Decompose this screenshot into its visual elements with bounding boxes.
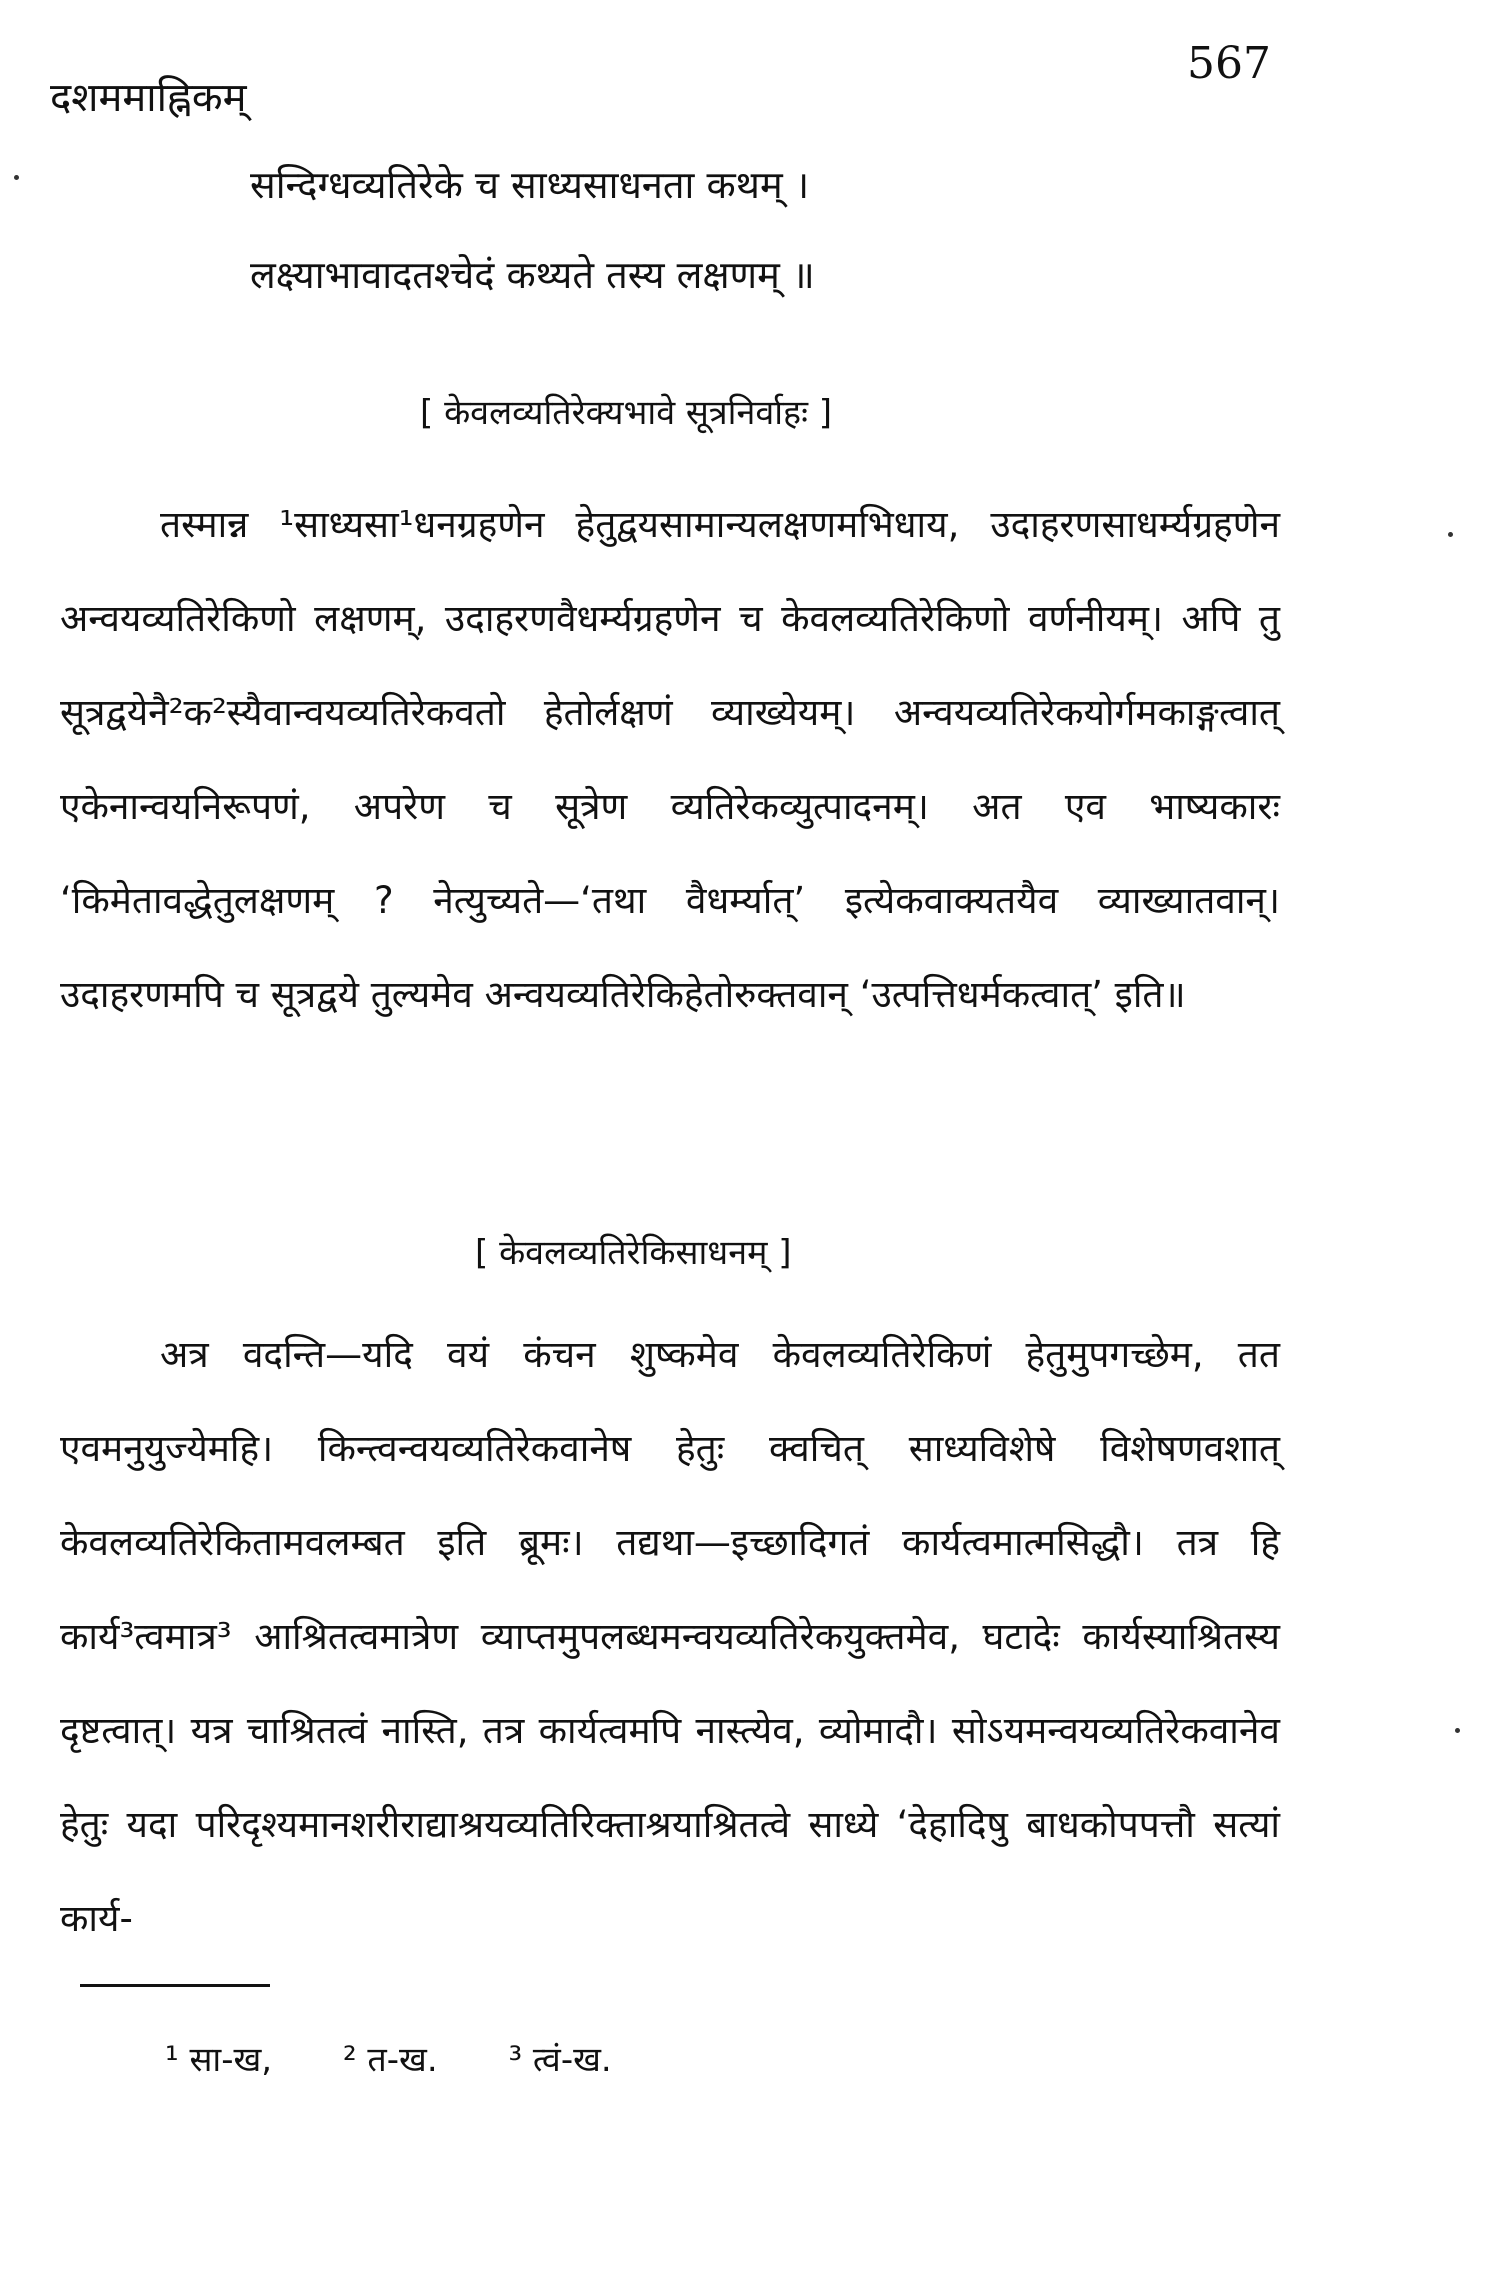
footnotes <box>165 2035 672 2081</box>
paragraph-1 <box>60 478 1280 1042</box>
verse-line-2: लक्ष्याभावादतश्चेदं कथ्यते तस्य लक्षणम् ॥ <box>250 253 815 297</box>
footnote-rule <box>80 1984 270 1987</box>
running-head: दशममाह्निकम् <box>50 75 247 121</box>
footnote-3: ³ त्वं-ख. <box>508 2040 612 2080</box>
paragraph-2 <box>60 1308 1280 1966</box>
section-heading-2: [ केवलव्यतिरेकिसाधनम् ] <box>475 1233 792 1273</box>
footnote-1: ¹ सा-ख, <box>165 2040 273 2080</box>
paragraph-2-text: अत्र वदन्ति—यदि वयं कंचन शुष्कमेव केवलव्यतिरेकिणं हेतुमुपगच्छेम, तत एवमनुयुज्येमहि। किन्त्वन्वयव्यतिरेकवानेष हेतुः क्वचित् साध्यविशेषे विशेषणवशात् केवलव्यतिरेकितामवलम्बत इति ब्रूमः। तद्यथा—इच्छादिगतं कार्यत्वमात्मसिद्धौ। तत्र हि कार्य³त्वमात्र³ आश्रितत्वमात्रेण व्याप्तमुपलब्धमन्वयव्यतिरेकयुक्तमेव, घटादेः कार्यस्याश्रितस्य दृष्टत्वात्। यत्र चाश्रितत्वं नास्ति, तत्र कार्यत्वमपि नास्त्येव, व्योमादौ। सोऽयमन्वयव्यतिरेकवानेव हेतुः यदा परिदृश्यमानशरीराद्याश्रयव्यतिरिक्ताश्रयाश्रितत्वे साध्ये ‘देहादिषु बाधकोपपत्तौ सत्यां कार्य- <box>60 1333 1280 1940</box>
scan-speck <box>1455 1728 1460 1733</box>
verse-line-1: सन्दिग्धव्यतिरेके च साध्यसाधनता कथम् । <box>250 163 810 207</box>
scan-speck <box>1448 532 1453 537</box>
section-heading-1: [ केवलव्यतिरेक्यभावे सूत्रनिर्वाहः ] <box>420 393 833 433</box>
paragraph-1-text: तस्मान्न ¹साध्यसा¹धनग्रहणेन हेतुद्वयसामान्यलक्षणमभिधाय, उदाहरणसाधर्म्यग्रहणेन अन्वयव्यतिरेकिणो लक्षणम्, उदाहरणवैधर्म्यग्रहणेन च केवलव्यतिरेकिणो वर्णनीयम्। अपि तु सूत्रद्वयेनै²क²स्यैवान्वयव्यतिरेकवतो हेतोर्लक्षणं व्याख्येयम्। अन्वयव्यतिरेकयोर्गमकाङ्गत्वात् एकेनान्वयनिरूपणं, अपरेण च सूत्रेण व्यतिरेकव्युत्पादनम्। अत एव भाष्यकारः ‘किमेतावद्धेतुलक्षणम् ? नेत्युच्यते—‘तथा वैधर्म्यात्’ इत्येकवाक्यतयैव व्याख्यातवान्। उदाहरणमपि च सूत्रद्वये तुल्यमेव अन्वयव्यतिरेकिहेतोरुक्तवान् ‘उत्पत्तिधर्मकत्वात्’ इति॥ <box>60 503 1280 1016</box>
scan-speck <box>14 175 19 180</box>
page-number: 567 <box>1187 38 1271 89</box>
footnote-2: ² त-ख. <box>342 2040 438 2080</box>
